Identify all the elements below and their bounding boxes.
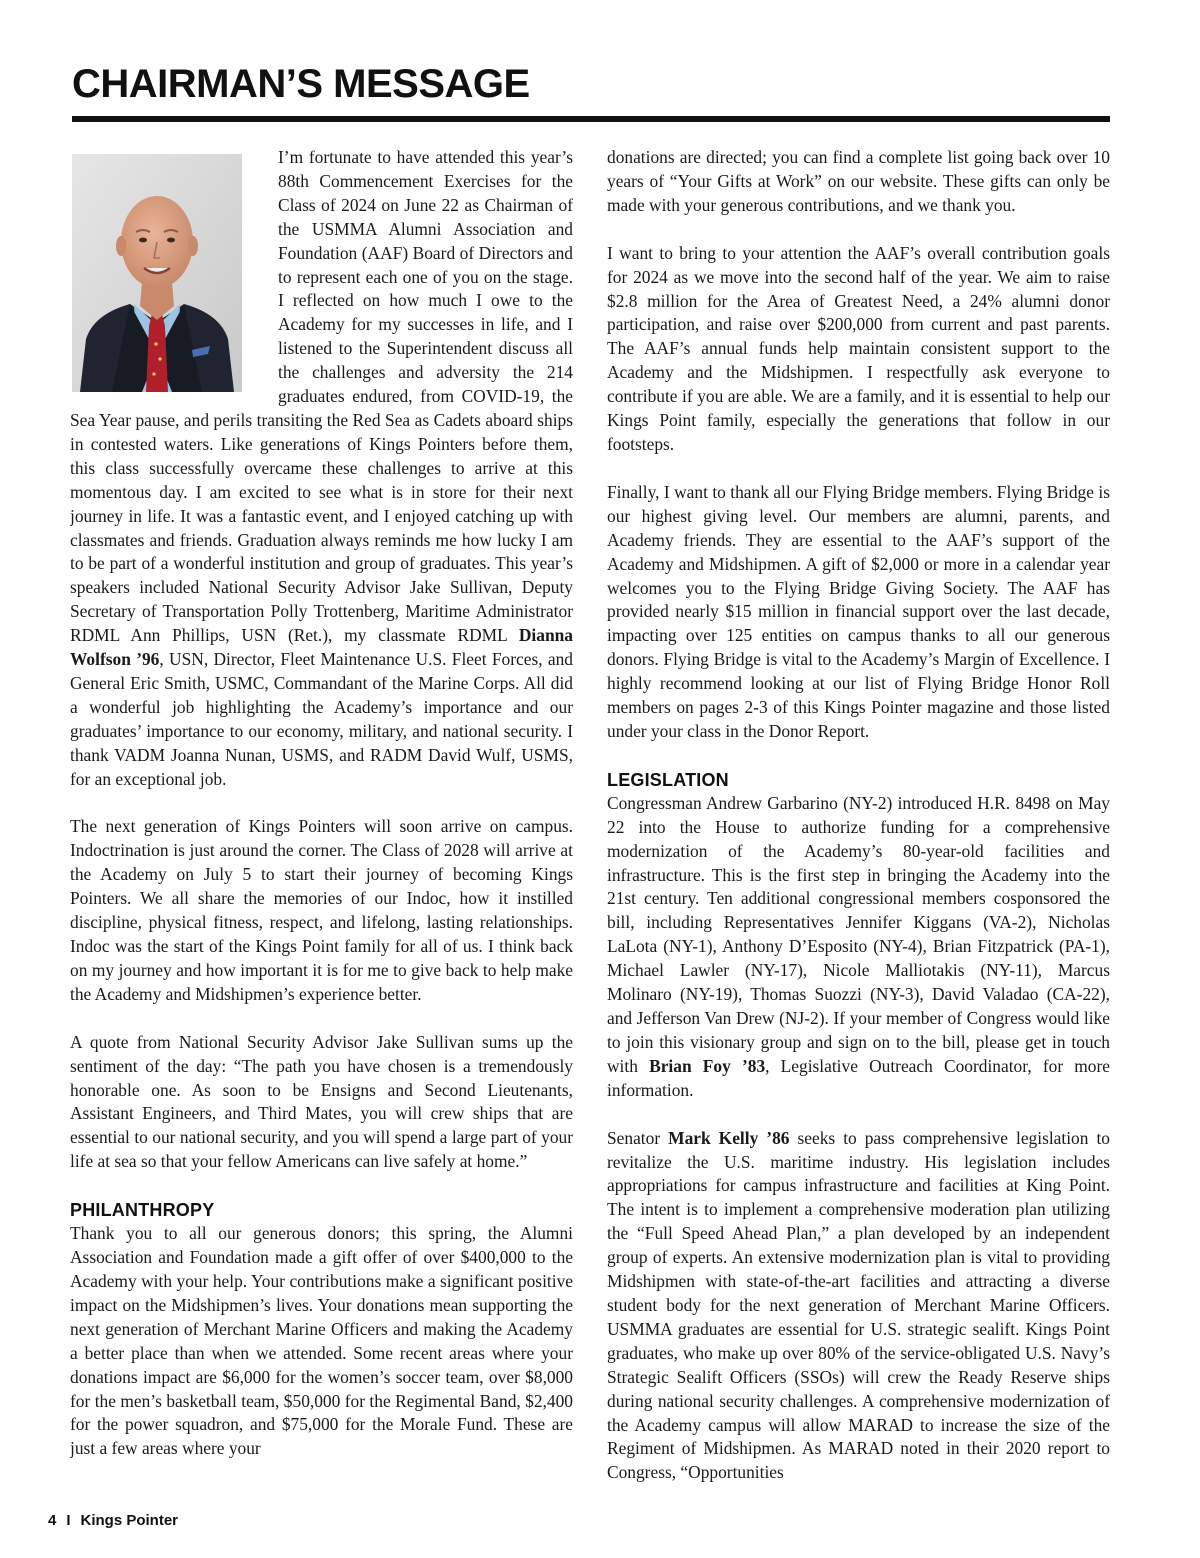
section-heading-philanthropy: PHILANTHROPY: [70, 1200, 215, 1221]
highlighted-name: Dianna Wolfson ’96: [70, 625, 573, 670]
paragraph-quote: A quote from National Security Advisor Jake Sullivan sums up the sentiment of the day: “The path you have chosen is a tremendously honorable one. As soon to be Ensigns and Second Lieutenants, Assistant Engineers, and Third Mates, you will crew ships that are essential to our national security, and you will spend a large part of your life at sea so that your fellow Americans can live safely at home.”: [70, 1031, 573, 1172]
portrait-image: [72, 154, 242, 392]
intro-text: I’m fortunate to have attended this year’s 88th Commencement Exercises for the Class of 2024 on June 22 as Chairman of the USMMA Alumni Association and Foundation (AAF) Board of Directors and to represent each one of you on the stage. I reflected on how much I owe to the Academy for my successes in life, and I listened to the Superintendent discuss all the challenges and adversity the 214 graduates endured, from COVID-19, the Sea Year pause, and perils transiting the Red Sea as Cadets aboard ships in contested waters. Like generations of Kings Pointers before them, this class successfully overcame these challenges to arrive at this momentous day. I am excited to see what is in store for their next journey in life. It was a fantastic event, and I enjoyed catching up with classmates and friends. Graduation always reminds me how lucky I am to be part of a wonderful institution and group of graduates. This year’s speakers included National Security Advisor Jake Sullivan, Deputy Secretary of Transportation Polly Trottenberg, Maritime Administrator RDML Ann Phillips, USN (Ret.), my classmate RDML: [70, 147, 573, 646]
paragraph-goals: I want to bring to your attention the AAF’s overall contribution goals for 2024 as we move into the second half of the year. We aim to raise $2.8 million for the Area of Greatest Need, a 24% alumni donor participation, and raise over $200,000 from current and past parents. The AAF’s annual funds help maintain consistent support to the Academy and the Midshipmen. I respectfully ask everyone to contribute if you are able. We are a family, and it is essential to help our Kings Point family, especially the generations that follow in our footsteps.: [607, 242, 1110, 454]
footer-separator: I: [66, 1512, 71, 1529]
section-heading-legislation: LEGISLATION: [607, 769, 729, 790]
chairman-photo: [72, 154, 242, 392]
paragraph-indoc: The next generation of Kings Pointers will soon arrive on campus. Indoctrination is just around the corner. The Class of 2028 will arrive at the Academy on July 5 to start their journey of becoming Kings Pointers. We all share the memories of our Indoc, how it instilled discipline, physical fitness, respect, and lifelong, lasting relationships. Indoc was the start of the Kings Point family for all of us. I think back on my journey and how important it is for me to give back to help make the Academy and Midshipmen’s experience better.: [70, 816, 573, 1004]
highlighted-name: Mark Kelly ’86: [668, 1127, 790, 1148]
page-number: 4: [48, 1512, 57, 1529]
intro-text-end: , USN, Director, Fleet Maintenance U.S. Fleet Forces, and General Eric Smith, USMC, Commandant of the Marine Corps. All did a wonderful job highlighting the Academy’s importance and our graduates’ importance to our economy, military, and national security. I thank VADM Joanna Nunan, USMS, and RADM David Wulf, USMS, for an exceptional job.: [70, 649, 573, 789]
paragraph-philanthropy: Thank you to all our generous donors; this spring, the Alumni Association and Foundation made a gift offer of over $400,000 to the Academy with your help. Your contributions make a significant positive impact on the Midshipmen’s lives. Your donations mean supporting the next generation of Merchant Marine Officers and making the Academy a better place than when we attended. Some recent areas where your donations impact are $6,000 for the women’s soccer team, over $8,000 for the men’s basketball team, $50,000 for the Regimental Band, $2,400 for the power squadron, and $75,000 for the Morale Fund. These are just a few areas where your: [70, 1223, 573, 1459]
senator-text-start: Senator: [607, 1127, 669, 1148]
paragraph-donations: donations are directed; you can find a complete list going back over 10 years of “Your Gifts at Work” on our website. These gifts can only be made with your generous contributions, and we thank you.: [607, 147, 1110, 215]
legislation-text: Congressman Andrew Garbarino (NY-2) introduced H.R. 8498 on May 22 into the House to authorize funding for a comprehensive modernization of the Academy’s 80-year-old facilities and infrastructure. This is the first step in bringing the Academy into the 21st century. Ten additional congressional members cosponsored the bill, including Representatives Jennifer Kiggans (VA-2), Nicholas LaLota (NY-1), Anthony D’Esposito (NY-4), Brian Fitzpatrick (PA-1), Michael Lawler (NY-17), Nicole Malliotakis (NY-11), Marcus Molinaro (NY-19), Thomas Suozzi (NY-3), David Valadao (CA-22), and Jefferson Van Drew (NJ-2). If your member of Congress would like to join this visionary group and sign on to the bill, please get in touch with: [607, 792, 1110, 1076]
title-rule: [72, 116, 1110, 122]
left-column: [70, 146, 573, 1501]
highlighted-name: Brian Foy ’83: [649, 1055, 766, 1076]
page-footer: [48, 1512, 178, 1529]
senator-text: seeks to pass comprehensive legislation to revitalize the U.S. maritime industry. His legislation includes appropriations for campus infrastructure and facilities at King Point. The intent is to implement a comprehensive moderation plan utilizing the “Full Speed Ahead Plan,” a plan developed by an independent group of experts. An extensive modernization plan is vital to providing Midshipmen with state-of-the-art facilities and attracting a diverse student body for the next generation of Merchant Marine Officers. USMMA graduates are essential for U.S. strategic sealift. Kings Point graduates, who make up over 80% of the service-obligated U.S. Navy’s Strategic Sealift Officers (SSOs) will crew the Ready Reserve ships during national security challenges. A comprehensive modernization of the Academy campus will allow MARAD to increase the size of the Regiment of Midshipmen. As MARAD noted in their 2020 report to Congress, “Opportunities: [607, 1127, 1110, 1483]
page-title: CHAIRMAN’S MESSAGE: [72, 62, 530, 106]
publication-name: Kings Pointer: [80, 1512, 179, 1529]
paragraph-flying-bridge: Finally, I want to thank all our Flying Bridge members. Flying Bridge is our highest giving level. Our members are alumni, parents, and Academy friends. They are essential to the AAF’s support of the Academy and Midshipmen. A gift of $2,000 or more in a calendar year welcomes you to the Flying Bridge Giving Society. The AAF has provided nearly $15 million in financial support over the last decade, impacting over 125 entities on campus thanks to all our generous donors. Flying Bridge is vital to the Academy’s Margin of Excellence. I highly recommend looking at our list of Flying Bridge Honor Roll members on pages 2-3 of this Kings Pointer magazine and those listed under your class in the Donor Report.: [607, 481, 1110, 741]
right-column: [607, 146, 1110, 1501]
legislation-text-end: , Legislative Outreach Coordinator, for more information.: [607, 1055, 1110, 1100]
